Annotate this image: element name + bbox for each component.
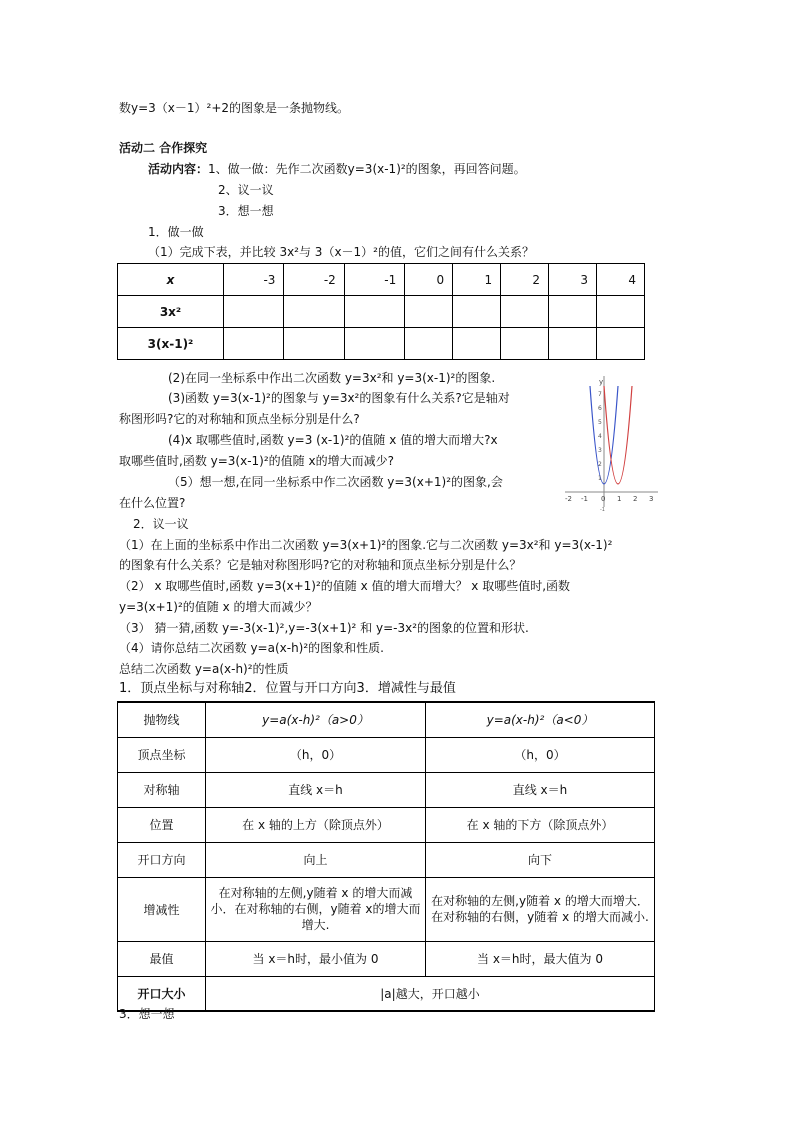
activity-title: 活动二 合作探究: [119, 141, 208, 155]
y-tick-label: 5: [598, 419, 602, 426]
y-tick-label: 3: [598, 447, 602, 454]
values-table: [117, 263, 645, 360]
x-tick-label: -2: [565, 495, 572, 503]
empty-cell[interactable]: [224, 328, 284, 360]
table-cell: -1: [344, 264, 404, 296]
y-tick-label: 1: [598, 475, 602, 482]
table-label-3x-1-2: 3(x-1)²: [118, 328, 224, 360]
empty-cell[interactable]: [344, 328, 404, 360]
intro-line: 数y=3（x－1）²+2的图象是一条抛物线。: [119, 101, 350, 115]
table-row: [118, 877, 655, 941]
cell-a-neg: （h，0）: [426, 737, 655, 772]
table-row: [118, 264, 645, 296]
activity-item-1: 1、做一做：先作二次函数y=3(x-1)²的图象，再回答问题。: [208, 162, 526, 176]
empty-cell[interactable]: [549, 328, 597, 360]
table-cell: 0: [405, 264, 453, 296]
empty-cell[interactable]: [501, 296, 549, 328]
empty-cell[interactable]: [405, 328, 453, 360]
activity-content-label: 活动内容：: [148, 162, 209, 176]
table-label-3x2: 3x²: [118, 296, 224, 328]
section1-question-2: (2)在同一坐标系中作出二次函数 y=3x²和 y=3(x-1)²的图象.: [168, 371, 496, 385]
table-row: [118, 702, 655, 737]
table-row: [118, 807, 655, 842]
cell-a-pos: 在对称轴的左侧,y随着 x 的增大而减小．在对称轴的右侧，y随着 x的增大而增大.: [206, 877, 426, 941]
empty-cell[interactable]: [596, 328, 644, 360]
section2-question-2b: y=3(x+1)²的值随 x 的增大而减少？: [119, 600, 318, 614]
section2-question-1b: 的图象有什么关系？它是轴对称图形吗?它的对称轴和顶点坐标分别是什么？: [119, 558, 522, 572]
table-row: [118, 772, 655, 807]
properties-table: [117, 701, 655, 1012]
cell-a-neg: 在 x 轴的下方（除顶点外）: [426, 807, 655, 842]
table-header-a-neg: y=a(x-h)²（a<0）: [426, 702, 655, 737]
summary-points: 1．顶点坐标与对称轴2．位置与开口方向3．增减性与最值: [119, 681, 456, 696]
row-label: 对称轴: [118, 772, 206, 807]
section2-question-1a: （1）在上面的坐标系中作出二次函数 y=3(x+1)²的图象.它与二次函数 y=3x²和 y=3(x-1)²: [119, 538, 613, 552]
section3-title: 3．想一想: [119, 1007, 175, 1021]
table-row: [118, 976, 655, 1011]
table-cell: 3: [549, 264, 597, 296]
section1-question-4a: (4)x 取哪些值时,函数 y=3 (x-1)²的值随 x 值的增大而增大?x: [168, 433, 498, 447]
activity-item-3: 3．想一想: [218, 204, 274, 218]
y-tick-label: 6: [598, 405, 602, 412]
empty-cell[interactable]: [405, 296, 453, 328]
x-tick-label: -1: [581, 495, 588, 503]
section2-title: 2．议一议: [133, 517, 189, 531]
cell-a-neg: 在对称轴的左侧,y随着 x 的增大而增大．在对称轴的右侧，y随着 x 的增大而减小.: [426, 877, 655, 941]
section2-question-3: （3） 猜一猜,函数 y=-3(x-1)²,y=-3(x+1)² 和 y=-3x²的图象的位置和形状.: [119, 621, 529, 635]
empty-cell[interactable]: [549, 296, 597, 328]
table-cell: 2: [501, 264, 549, 296]
cell-a-neg: 直线 x＝h: [426, 772, 655, 807]
table-row: [118, 941, 655, 976]
table-row: [118, 737, 655, 772]
section2-question-2a: （2） x 取哪些值时,函数 y=3(x+1)²的值随 x 值的增大而增大？ x 取哪些值时,函数: [119, 579, 571, 593]
y-tick-label: 7: [598, 391, 602, 398]
x-tick-label: 1: [617, 495, 622, 503]
activity-item-2: 2、议一议: [218, 183, 274, 197]
x-tick-label: 2: [633, 495, 638, 503]
row-label: 顶点坐标: [118, 737, 206, 772]
row-label: 最值: [118, 941, 206, 976]
y-tick-label: 2: [598, 461, 602, 468]
row-label: 位置: [118, 807, 206, 842]
y-axis-label: y: [599, 378, 604, 386]
section2-question-4: （4）请你总结二次函数 y=a(x-h)²的图象和性质.: [119, 641, 384, 655]
table-header-a-pos: y=a(x-h)²（a>0）: [206, 702, 426, 737]
cell-a-pos: 直线 x＝h: [206, 772, 426, 807]
empty-cell[interactable]: [344, 296, 404, 328]
curve-3x-1-2: [604, 386, 632, 484]
empty-cell[interactable]: [453, 328, 501, 360]
table-row: [118, 296, 645, 328]
x-tick-label: 3: [649, 495, 654, 503]
row-label: 开口方向: [118, 842, 206, 877]
table-row: [118, 328, 645, 360]
cell-a-pos: 当 x＝h时，最小值为 0: [206, 941, 426, 976]
table-header-label: 抛物线: [118, 702, 206, 737]
empty-cell[interactable]: [596, 296, 644, 328]
x-tick-label: 0: [601, 495, 606, 503]
section1-question-3b: 称图形吗?它的对称轴和顶点坐标分别是什么?: [119, 412, 360, 426]
neg-tick-label: -1: [600, 507, 605, 512]
section1-question-5a: （5）想一想,在同一坐标系中作二次函数 y=3(x+1)²的图象,会: [168, 475, 503, 489]
empty-cell[interactable]: [224, 296, 284, 328]
y-tick-label: 4: [598, 433, 602, 440]
section1-question-4b: 取哪些值时,函数 y=3(x-1)²的值随 x的增大而减少?: [119, 454, 394, 468]
section1-question-3a: (3)函数 y=3(x-1)²的图象与 y=3x²的图象有什么关系?它是轴对: [168, 391, 510, 405]
table-row: [118, 842, 655, 877]
parabola-graph: [560, 372, 662, 512]
cell-a-pos: 在 x 轴的上方（除顶点外）: [206, 807, 426, 842]
section1-title: 1．做一做: [148, 225, 204, 239]
empty-cell[interactable]: [501, 328, 549, 360]
table-header-x: x: [118, 264, 224, 296]
cell-a-pos: 向上: [206, 842, 426, 877]
summary-title: 总结二次函数 y=a(x-h)²的性质: [119, 662, 289, 676]
empty-cell[interactable]: [284, 328, 344, 360]
table-cell: 4: [596, 264, 644, 296]
cell-a-neg: 当 x＝h时，最大值为 0: [426, 941, 655, 976]
activity-content: [148, 161, 526, 177]
cell-a-pos: （h，0）: [206, 737, 426, 772]
empty-cell[interactable]: [453, 296, 501, 328]
section1-question-1: （1）完成下表，并比较 3x²与 3（x－1）²的值，它们之间有什么关系？: [148, 245, 534, 259]
section1-question-5b: 在什么位置?: [119, 496, 186, 510]
row-label: 增减性: [118, 877, 206, 941]
empty-cell[interactable]: [284, 296, 344, 328]
table-cell: -2: [284, 264, 344, 296]
row-label: 开口大小: [118, 976, 206, 1011]
table-cell: 1: [453, 264, 501, 296]
cell-opening-size: |a|越大，开口越小: [206, 976, 655, 1011]
table-cell: -3: [224, 264, 284, 296]
cell-a-neg: 向下: [426, 842, 655, 877]
